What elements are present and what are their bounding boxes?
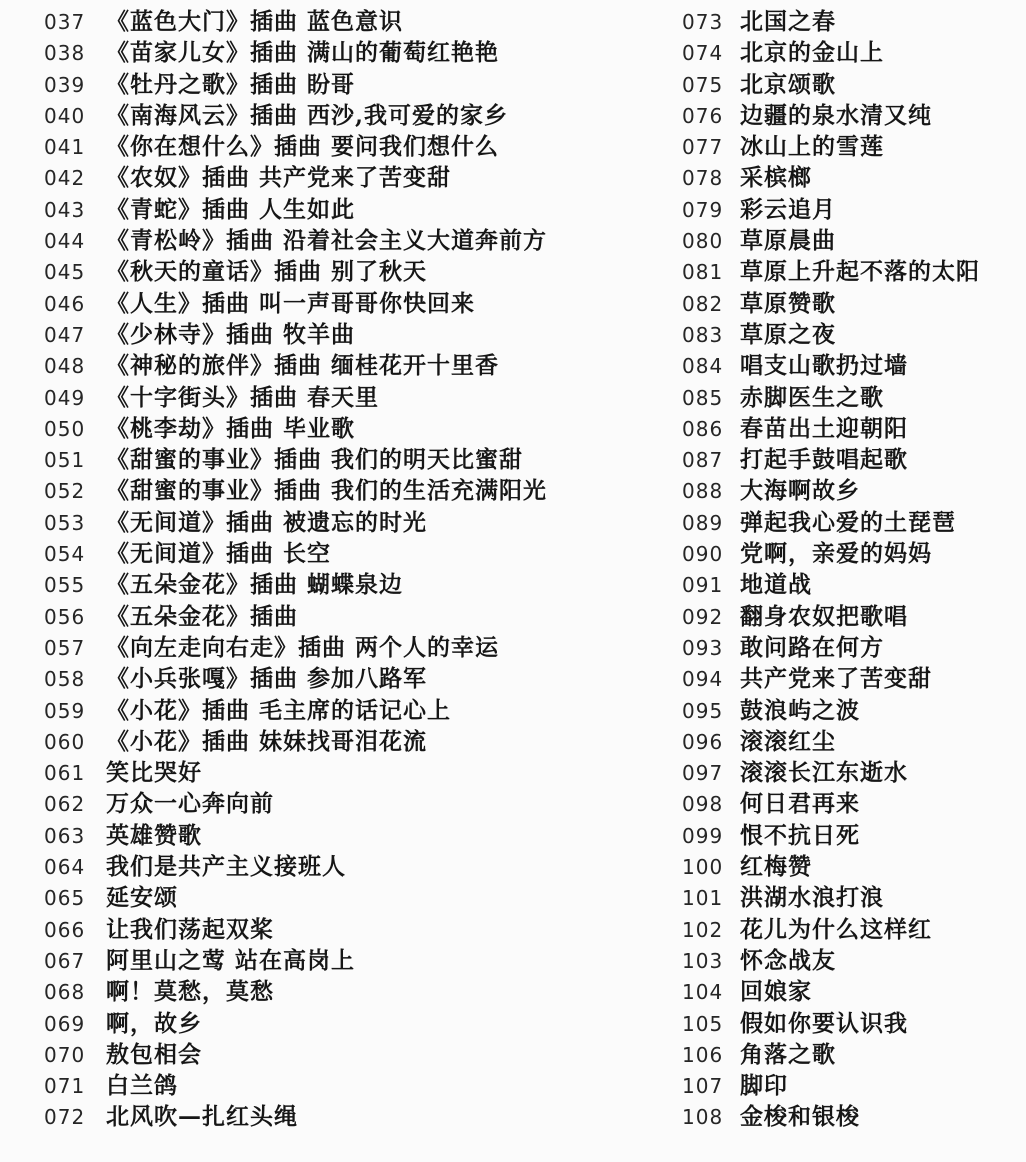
- song-entry: [44, 194, 654, 225]
- song-title: 《小花》插曲 妹妹找哥泪花流: [106, 727, 428, 755]
- song-title: 《青蛇》插曲 人生如此: [106, 195, 356, 223]
- song-number: 045: [44, 260, 86, 285]
- song-number: 086: [682, 416, 724, 441]
- song-entry: [682, 225, 1026, 256]
- song-title: 脚印: [740, 1072, 788, 1100]
- song-entry: [44, 444, 654, 475]
- song-title: 回娘家: [740, 978, 812, 1006]
- song-entry: [682, 131, 1026, 162]
- song-entry: [682, 663, 1026, 694]
- song-number: 070: [44, 1042, 86, 1067]
- song-number: 075: [682, 72, 724, 97]
- song-entry: [44, 382, 654, 413]
- song-entry: [44, 1070, 654, 1101]
- song-title: 采槟榔: [740, 164, 812, 192]
- song-title: 何日君再来: [740, 790, 860, 818]
- song-number: 092: [682, 604, 724, 629]
- song-entry: [682, 288, 1026, 319]
- song-title: 延安颂: [106, 884, 178, 912]
- song-entry: [44, 256, 654, 287]
- song-title: 弹起我心爱的土琵琶: [740, 508, 956, 536]
- song-number: 050: [44, 416, 86, 441]
- song-entry: [682, 882, 1026, 913]
- song-entry: [682, 475, 1026, 506]
- song-title: 《神秘的旅伴》插曲 缅桂花开十里香: [106, 352, 500, 380]
- song-number: 089: [682, 510, 724, 535]
- song-entry: [682, 1008, 1026, 1039]
- song-number: 081: [682, 260, 724, 285]
- song-number: 072: [44, 1105, 86, 1130]
- song-number: 074: [682, 41, 724, 66]
- song-number: 107: [682, 1074, 724, 1099]
- song-entry: [682, 914, 1026, 945]
- song-entry: [44, 663, 654, 694]
- song-title: 金梭和银梭: [740, 1103, 860, 1131]
- song-number: 098: [682, 792, 724, 817]
- song-number: 082: [682, 291, 724, 316]
- song-title: 共产党来了苦变甜: [740, 665, 932, 693]
- song-number: 044: [44, 229, 86, 254]
- song-entry: [682, 507, 1026, 538]
- song-title: 阿里山之莺 站在高岗上: [106, 946, 356, 974]
- song-title: 《你在想什么》插曲 要问我们想什么: [106, 133, 500, 161]
- song-title: 《少林寺》插曲 牧羊曲: [106, 320, 356, 348]
- song-number: 047: [44, 322, 86, 347]
- song-number: 106: [682, 1042, 724, 1067]
- song-number: 095: [682, 698, 724, 723]
- song-title: 《无间道》插曲 长空: [106, 540, 332, 568]
- song-number: 103: [682, 948, 724, 973]
- song-entry: [682, 788, 1026, 819]
- song-title: 怀念战友: [740, 946, 836, 974]
- song-entry: [44, 820, 654, 851]
- song-entry: [682, 820, 1026, 851]
- song-number: 099: [682, 823, 724, 848]
- song-number: 105: [682, 1011, 724, 1036]
- song-title: 北风吹—扎红头绳: [106, 1103, 298, 1131]
- song-entry: [44, 475, 654, 506]
- song-title: 敖包相会: [106, 1040, 202, 1068]
- song-list-right-column: [682, 6, 1026, 1133]
- song-entry: [44, 1101, 654, 1132]
- song-entry: [682, 1101, 1026, 1132]
- song-number: 071: [44, 1074, 86, 1099]
- song-number: 056: [44, 604, 86, 629]
- song-number: 088: [682, 479, 724, 504]
- song-title: 草原上升起不落的太阳: [740, 258, 980, 286]
- song-title: 万众一心奔向前: [106, 790, 274, 818]
- song-number: 057: [44, 635, 86, 660]
- song-number: 065: [44, 886, 86, 911]
- song-number: 068: [44, 980, 86, 1005]
- song-entry: [682, 851, 1026, 882]
- song-title: 《南海风云》插曲 西沙,我可爱的家乡: [106, 101, 509, 129]
- song-number: 053: [44, 510, 86, 535]
- song-number: 040: [44, 103, 86, 128]
- song-number: 049: [44, 385, 86, 410]
- song-entry: [682, 1039, 1026, 1070]
- song-entry: [44, 162, 654, 193]
- song-number: 054: [44, 542, 86, 567]
- song-entry: [44, 726, 654, 757]
- song-entry: [44, 538, 654, 569]
- song-title: 北京颂歌: [740, 70, 836, 98]
- song-entry: [682, 37, 1026, 68]
- song-number: 078: [682, 166, 724, 191]
- song-number: 051: [44, 448, 86, 473]
- song-title: 《桃李劫》插曲 毕业歌: [106, 414, 356, 442]
- song-title: 啊！莫愁，莫愁: [106, 978, 274, 1006]
- song-title: 北国之春: [740, 8, 836, 35]
- song-title: 《五朵金花》插曲: [106, 602, 298, 630]
- song-entry: [44, 695, 654, 726]
- song-entry: [682, 632, 1026, 663]
- song-entry: [682, 601, 1026, 632]
- song-title: 《农奴》插曲 共产党来了苦变甜: [106, 164, 452, 192]
- song-entry: [44, 131, 654, 162]
- song-number: 041: [44, 135, 86, 160]
- song-entry: [44, 37, 654, 68]
- song-title: 我们是共产主义接班人: [106, 853, 346, 881]
- song-title: 《无间道》插曲 被遗忘的时光: [106, 508, 428, 536]
- song-title: 《五朵金花》插曲 蝴蝶泉边: [106, 571, 404, 599]
- song-entry: [44, 851, 654, 882]
- song-entry: [44, 788, 654, 819]
- song-entry: [682, 319, 1026, 350]
- song-number: 090: [682, 542, 724, 567]
- song-title: 角落之歌: [740, 1040, 836, 1068]
- song-entry: [44, 350, 654, 381]
- song-title: 《蓝色大门》插曲 蓝色意识: [106, 8, 404, 35]
- song-number: 060: [44, 729, 86, 754]
- song-title: 打起手鼓唱起歌: [740, 446, 908, 474]
- song-title: 《牡丹之歌》插曲 盼哥: [106, 70, 356, 98]
- song-title: 边疆的泉水清又纯: [740, 101, 932, 129]
- song-title: 让我们荡起双桨: [106, 915, 274, 943]
- song-number: 066: [44, 917, 86, 942]
- song-entry: [44, 914, 654, 945]
- song-entry: [682, 1070, 1026, 1101]
- song-entry: [44, 100, 654, 131]
- song-title: 滚滚红尘: [740, 727, 836, 755]
- song-title: 草原赞歌: [740, 289, 836, 317]
- song-number: 091: [682, 573, 724, 598]
- song-title: 《向左走向右走》插曲 两个人的幸运: [106, 633, 500, 661]
- song-number: 037: [44, 10, 86, 34]
- song-title: 英雄赞歌: [106, 821, 202, 849]
- song-number: 062: [44, 792, 86, 817]
- song-title: 北京的金山上: [740, 39, 884, 67]
- song-title: 冰山上的雪莲: [740, 133, 884, 161]
- song-title: 彩云追月: [740, 195, 836, 223]
- song-entry: [682, 444, 1026, 475]
- song-number: 073: [682, 10, 724, 34]
- song-number: 093: [682, 635, 724, 660]
- song-entry: [44, 632, 654, 663]
- song-title: 草原之夜: [740, 320, 836, 348]
- song-list-left-column: [44, 6, 654, 1133]
- song-title: 恨不抗日死: [740, 821, 860, 849]
- song-title: 敢问路在何方: [740, 633, 884, 661]
- song-entry: [682, 757, 1026, 788]
- song-title: 翻身农奴把歌唱: [740, 602, 908, 630]
- song-title: 地道战: [740, 571, 812, 599]
- song-title: 笑比哭好: [106, 759, 202, 787]
- song-entry: [44, 757, 654, 788]
- song-number: 055: [44, 573, 86, 598]
- song-number: 046: [44, 291, 86, 316]
- song-entry: [44, 6, 654, 37]
- song-entry: [682, 69, 1026, 100]
- song-number: 063: [44, 823, 86, 848]
- song-number: 064: [44, 855, 86, 880]
- song-entry: [682, 382, 1026, 413]
- song-number: 101: [682, 886, 724, 911]
- song-title: 《甜蜜的事业》插曲 我们的生活充满阳光: [106, 477, 548, 505]
- song-title: 《小兵张嘎》插曲 参加八路军: [106, 665, 428, 693]
- song-title: 花儿为什么这样红: [740, 915, 932, 943]
- song-entry: [44, 976, 654, 1007]
- song-title: 党啊，亲爱的妈妈: [740, 540, 932, 568]
- song-title: 鼓浪屿之波: [740, 696, 860, 724]
- song-title: 《小花》插曲 毛主席的话记心上: [106, 696, 452, 724]
- song-entry: [44, 225, 654, 256]
- song-number: 069: [44, 1011, 86, 1036]
- song-title: 《十字街头》插曲 春天里: [106, 383, 380, 411]
- song-entry: [44, 319, 654, 350]
- song-number: 108: [682, 1105, 724, 1130]
- song-entry: [44, 69, 654, 100]
- song-title: 春苗出土迎朝阳: [740, 414, 908, 442]
- song-title: 赤脚医生之歌: [740, 383, 884, 411]
- song-number: 039: [44, 72, 86, 97]
- song-number: 043: [44, 197, 86, 222]
- song-entry: [682, 726, 1026, 757]
- song-number: 076: [682, 103, 724, 128]
- song-entry: [682, 945, 1026, 976]
- song-title: 啊，故乡: [106, 1009, 202, 1037]
- song-number: 096: [682, 729, 724, 754]
- song-entry: [44, 882, 654, 913]
- song-entry: [682, 256, 1026, 287]
- song-entry: [682, 569, 1026, 600]
- song-entry: [682, 538, 1026, 569]
- song-title: 红梅赞: [740, 853, 812, 881]
- song-entry: [682, 413, 1026, 444]
- song-number: 100: [682, 855, 724, 880]
- song-number: 058: [44, 667, 86, 692]
- song-title: 《青松岭》插曲 沿着社会主义大道奔前方: [106, 227, 548, 255]
- song-number: 079: [682, 197, 724, 222]
- song-entry: [44, 507, 654, 538]
- song-number: 104: [682, 980, 724, 1005]
- song-entry: [44, 569, 654, 600]
- song-title: 《秋天的童话》插曲 别了秋天: [106, 258, 428, 286]
- song-title: 《甜蜜的事业》插曲 我们的明天比蜜甜: [106, 446, 524, 474]
- song-entry: [44, 1039, 654, 1070]
- song-entry: [682, 194, 1026, 225]
- song-title: 《苗家儿女》插曲 满山的葡萄红艳艳: [106, 39, 500, 67]
- song-number: 052: [44, 479, 86, 504]
- song-entry: [682, 100, 1026, 131]
- song-title: 唱支山歌扔过墙: [740, 352, 908, 380]
- song-number: 080: [682, 229, 724, 254]
- song-number: 094: [682, 667, 724, 692]
- song-title: 滚滚长江东逝水: [740, 759, 908, 787]
- song-number: 059: [44, 698, 86, 723]
- song-number: 077: [682, 135, 724, 160]
- song-entry: [44, 413, 654, 444]
- song-title: 洪湖水浪打浪: [740, 884, 884, 912]
- song-number: 097: [682, 761, 724, 786]
- song-entry: [44, 1008, 654, 1039]
- song-entry: [44, 288, 654, 319]
- song-number: 048: [44, 354, 86, 379]
- song-number: 102: [682, 917, 724, 942]
- song-title: 大海啊故乡: [740, 477, 860, 505]
- song-number: 038: [44, 41, 86, 66]
- song-number: 042: [44, 166, 86, 191]
- song-title: 草原晨曲: [740, 227, 836, 255]
- song-title: 白兰鸽: [106, 1072, 178, 1100]
- song-title: 《人生》插曲 叫一声哥哥你快回来: [106, 289, 476, 317]
- song-entry: [682, 695, 1026, 726]
- song-number: 087: [682, 448, 724, 473]
- song-entry: [682, 976, 1026, 1007]
- song-entry: [682, 350, 1026, 381]
- song-entry: [682, 6, 1026, 37]
- song-number: 067: [44, 948, 86, 973]
- song-title: 假如你要认识我: [740, 1009, 908, 1037]
- song-number: 085: [682, 385, 724, 410]
- song-entry: [44, 601, 654, 632]
- song-number: 084: [682, 354, 724, 379]
- song-number: 061: [44, 761, 86, 786]
- song-number: 083: [682, 322, 724, 347]
- song-entry: [44, 945, 654, 976]
- song-entry: [682, 162, 1026, 193]
